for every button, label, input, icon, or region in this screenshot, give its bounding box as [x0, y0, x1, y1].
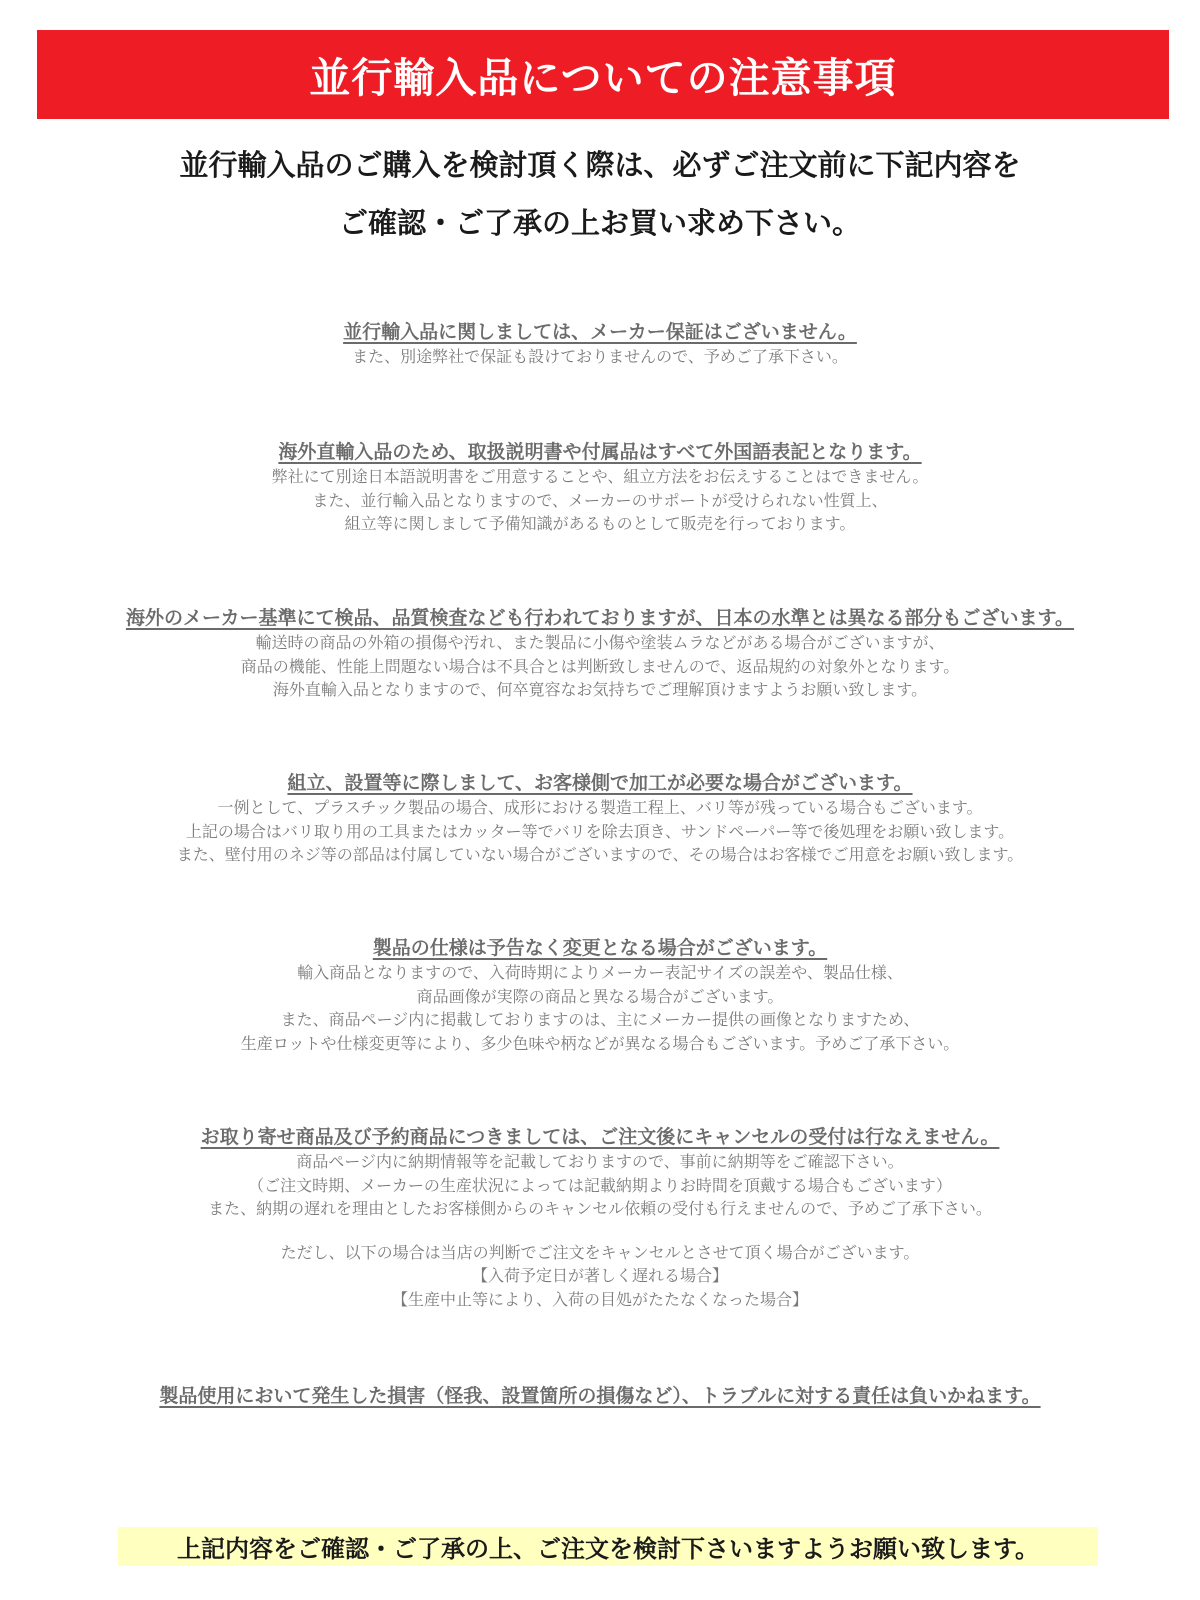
notice-section-quality-standard [0, 605, 1200, 702]
section-text-line: また、並行輸入品となりますので、メーカーのサポートが受けられない性質上、 [312, 490, 888, 510]
section-text-line: ただし、以下の場合は当店の判断でご注文をキャンセルとさせて頂く場合がございます。 [280, 1242, 920, 1262]
section-text-line: 上記の場合はバリ取り用の工具またはカッター等でバリを除去頂き、サンドペーパー等で後処理をお願い致します。 [185, 821, 1015, 841]
section-heading: 海外直輸入品のため、取扱説明書や付属品はすべて外国語表記となります。 [278, 441, 922, 463]
intro-line-2: ご確認・ご了承の上お買い求め下さい。 [338, 206, 861, 240]
notice-section-spec-change [0, 935, 1200, 1055]
section-text-line: 【入荷予定日が著しく遅れる場合】 [471, 1266, 728, 1285]
section-heading: 並行輸入品に関しましては、メーカー保証はございません。 [343, 321, 857, 343]
section-text-line: （ご注文時期、メーカーの生産状況によっては記載納期よりお時間を頂戴する場合もございます） [248, 1175, 952, 1195]
section-spacer [0, 1221, 1200, 1241]
closing-message: 上記内容をご確認・ご了承の上、ご注文を検討下さいますようお願い致します。 [176, 1535, 1040, 1563]
section-text-line: 弊社にて別途日本語説明書をご用意することや、組立方法をお伝えすることはできません。 [271, 467, 929, 486]
section-heading: 組立、設置等に際しまして、お客様側で加工が必要な場合がございます。 [287, 772, 913, 794]
page-title: 並行輸入品についての注意事項 [309, 54, 897, 102]
notice-section-assembly-processing [0, 770, 1200, 867]
intro-line-1: 並行輸入品のご購入を検討頂く際は、必ずご注文前に下記内容を [179, 148, 1021, 182]
section-text-line: 【生産中止等により、入荷の目処がたたなくなった場合】 [391, 1289, 808, 1309]
section-text-line: 組立等に関しまして予備知識があるものとして販売を行っております。 [344, 514, 856, 533]
section-text-line: 一例として、プラスチック製品の場合、成形における製造工程上、バリ等が残っている場合もございます。 [217, 798, 983, 817]
section-text-line: 商品ページ内に納期情報等を記載しておりますので、事前に納期等をご確認下さい。 [296, 1152, 904, 1171]
notice-section-warranty [0, 319, 1200, 369]
section-text-line: 商品画像が実際の商品と異なる場合がございます。 [416, 986, 784, 1006]
closing-banner [118, 1527, 1098, 1566]
notice-section-manual-language [0, 439, 1200, 536]
section-text-line: 輸入商品となりますので、入荷時期によりメーカー表記サイズの誤差や、製品仕様、 [297, 963, 903, 982]
title-banner [37, 30, 1169, 119]
section-text-line: 商品の機能、性能上問題ない場合は不具合とは判断致しませんので、返品規約の対象外となります。 [240, 656, 960, 676]
section-heading: お取り寄せ商品及び予約商品につきましては、ご注文後にキャンセルの受付は行なえません。 [200, 1126, 1000, 1148]
section-heading: 製品使用において発生した損害（怪我、設置箇所の損傷など）、トラブルに対する責任は負いかねます。 [159, 1385, 1041, 1407]
section-text-line: また、納期の遅れを理由としたお客様側からのキャンセル依頼の受付も行えませんので、予めご了承下さい。 [208, 1199, 992, 1218]
notice-section-cancellation [0, 1124, 1200, 1311]
section-heading: 製品の仕様は予告なく変更となる場合がございます。 [372, 937, 828, 959]
section-text-line: また、商品ページ内に掲載しておりますのは、主にメーカー提供の画像となりますため、 [280, 1010, 920, 1029]
section-text-line: また、別途弊社で保証も設けておりませんので、予めご了承下さい。 [352, 347, 848, 366]
section-text-line: 輸送時の商品の外箱の損傷や汚れ、また製品に小傷や塗装ムラなどがある場合がございますが、 [255, 633, 945, 652]
section-text-line: 海外直輸入品となりますので、何卒寛容なお気持ちでご理解頂けますようお願い致します。 [272, 680, 928, 699]
section-text-line: 生産ロットや仕様変更等により、多少色味や柄などが異なる場合もございます。予めご了承下さい。 [240, 1033, 960, 1053]
section-text-line: また、壁付用のネジ等の部品は付属していない場合がございますので、その場合はお客様でご用意をお願い致します。 [176, 845, 1024, 864]
notice-section-liability [0, 1383, 1200, 1409]
section-heading: 海外のメーカー基準にて検品、品質検査なども行われておりますが、日本の水準とは異なる部分もございます。 [125, 607, 1075, 629]
